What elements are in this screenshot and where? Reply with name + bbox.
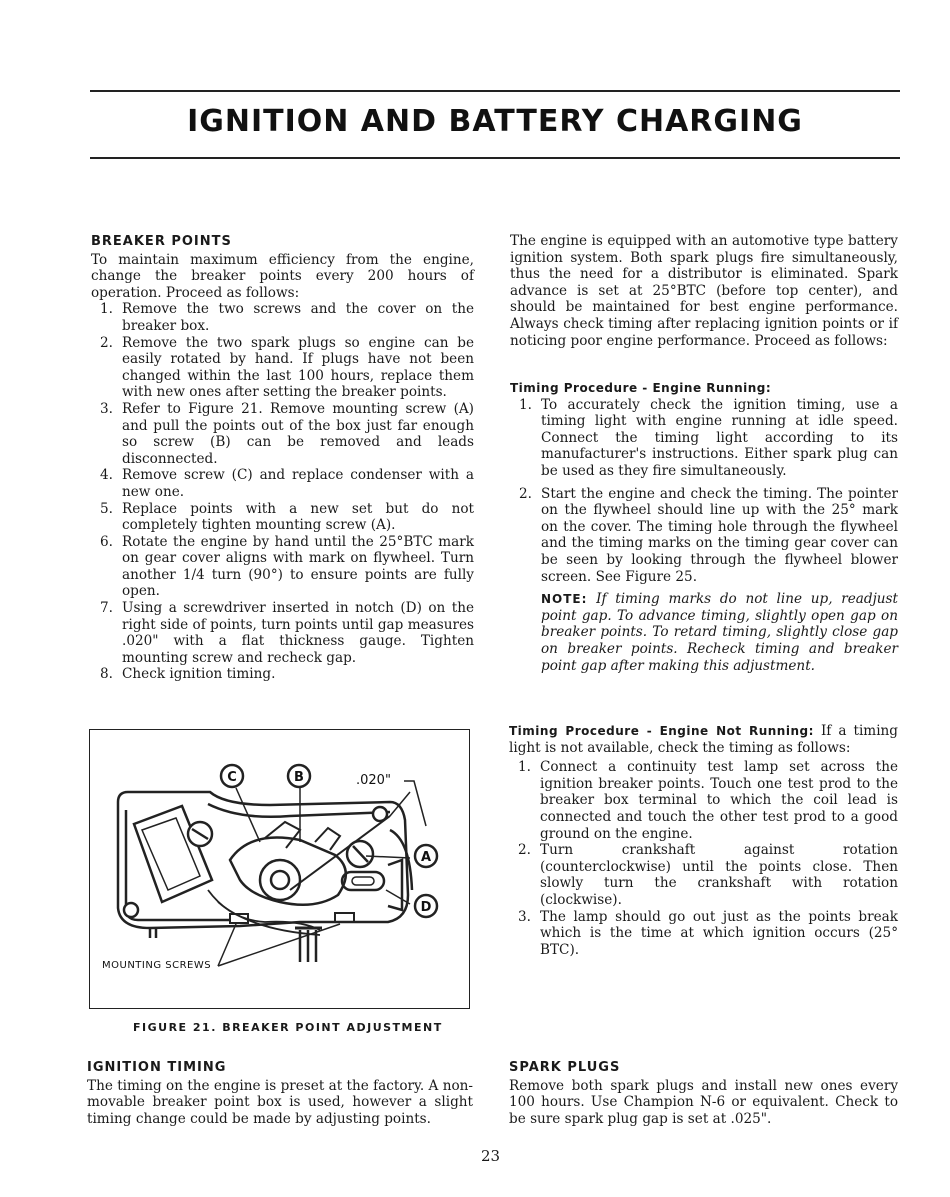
step-text: Refer to Figure 21. Remove mounting screw (A) and pull the points out of the box just far enough so screw (B) can be removed and leads disconnected. <box>122 400 474 467</box>
list-item <box>509 759 898 842</box>
list-item <box>91 600 474 666</box>
step-number: 6. <box>100 533 113 550</box>
list-item <box>91 301 474 334</box>
engine-running-heading: Timing Procedure - Engine Running: <box>510 381 772 395</box>
step-text: Connect a continuity test lamp set across the ignition breaker points. Touch one test prod to the breaker box terminal to which the coil lead is connected and touch the other test prod to a good ground on the engine. <box>540 759 898 842</box>
step-text: Rotate the engine by hand until the 25°BTC mark on gear cover aligns with mark on flywheel. Turn another 1/4 turn (90°) to ensure points are fully open. <box>122 533 474 600</box>
step-text: Turn crankshaft against rotation (counterclockwise) until the points close. Then slowly turn the crankshaft with rotation (clockwise). <box>540 842 898 908</box>
breaker-points-section <box>91 234 474 683</box>
engine-not-running-section <box>509 723 898 958</box>
engine-not-running-steps <box>509 759 898 958</box>
step-text: To accurately check the ignition timing, use a timing light with engine running at idle speed. Connect the timing light according to its manufacturer's instructions. Either spark plug can be used as they fire simultaneously. <box>541 396 898 479</box>
ignition-timing-section <box>87 1060 473 1127</box>
step-number: 1. <box>100 301 113 318</box>
step-number: 5. <box>100 500 113 517</box>
breaker-points-heading: BREAKER POINTS <box>91 234 232 249</box>
step-number: 8. <box>100 666 113 683</box>
engine-not-running-intro <box>509 723 898 756</box>
step-number: 7. <box>100 600 113 617</box>
engine-not-running-heading: Timing Procedure - Engine Not Running: <box>509 724 814 738</box>
callout-b-label: B <box>294 770 304 785</box>
callout-d-label: D <box>420 900 432 915</box>
list-item <box>510 486 898 586</box>
list-item <box>510 397 898 480</box>
list-item <box>509 909 898 959</box>
mounting-screws-label: MOUNTING SCREWS <box>102 960 212 971</box>
engine-running-section <box>510 380 898 674</box>
list-item <box>91 534 474 600</box>
step-number: 2. <box>519 485 532 502</box>
step-text: Remove the two screws and the cover on the breaker box. <box>122 301 474 334</box>
breaker-points-intro: To maintain maximum efficiency from the engine, change the breaker points every 200 hours of operation. Proceed as follows: <box>91 251 474 301</box>
page-number: 23 <box>481 1147 501 1165</box>
spark-plugs-text: Remove both spark plugs and install new ones every 100 hours. Use Champion N-6 or equivalent. Check to be sure spark plug gap is set at .025". <box>509 1077 898 1127</box>
list-item <box>91 335 474 401</box>
ignition-timing-heading: IGNITION TIMING <box>87 1060 227 1075</box>
breaker-points-steps <box>91 301 474 683</box>
breaker-point-diagram <box>90 730 469 1008</box>
gap-label: .020" <box>356 773 391 788</box>
list-item <box>91 467 474 500</box>
spark-plugs-heading: SPARK PLUGS <box>509 1060 621 1075</box>
figure-21 <box>89 729 470 1009</box>
list-item <box>91 401 474 467</box>
step-number: 1. <box>519 396 532 413</box>
step-text: Remove the two spark plugs so engine can be easily rotated by hand. If plugs have not been changed within the last 100 hours, replace them with new ones after setting the breaker points. <box>122 334 474 401</box>
figure-caption: FIGURE 21. BREAKER POINT ADJUSTMENT <box>133 1021 443 1034</box>
note-text: If timing marks do not line up, readjust point gap. To advance timing, slightly open gap on breaker points. To retard timing, slightly close gap on breaker points. Recheck timing and breaker point gap after making this adjustment. <box>541 591 898 674</box>
timing-note <box>510 591 898 674</box>
note-label: NOTE: <box>541 592 588 607</box>
list-item <box>509 842 898 908</box>
ignition-timing-text: The timing on the engine is preset at the factory. A non-movable breaker point box is used, however a slight timing change could be made by adjusting points. <box>87 1077 473 1127</box>
top-rule <box>90 90 900 92</box>
list-item <box>91 501 474 534</box>
engine-running-steps <box>510 397 898 586</box>
spark-plugs-section <box>509 1060 898 1127</box>
step-text: Using a screwdriver inserted in notch (D) on the right side of points, turn points until gap measures .020" with a flat thickness gauge. Tighten mounting screw and recheck gap. <box>122 600 474 666</box>
step-text: Check ignition timing. <box>122 666 276 683</box>
step-number: 2. <box>518 842 531 859</box>
engine-not-running-lead: If a timing light is not available, check the timing as follows: <box>509 723 898 756</box>
page-title: IGNITION AND BATTERY CHARGING <box>187 104 803 139</box>
step-number: 1. <box>518 759 531 776</box>
callout-c-label: C <box>227 770 237 785</box>
battery-ignition-intro: The engine is equipped with an automotive type battery ignition system. Both spark plugs fire simultaneously, thus the need for a distributor is eliminated. Spark advance is set at 25°BTC (before top center), and should be maintained for best engine performance. Always check timing after replacing ignition points or if noticing poor engine performance. Proceed as follows: <box>510 233 898 349</box>
callout-a-label: A <box>420 850 432 865</box>
step-number: 4. <box>100 467 113 484</box>
step-number: 2. <box>100 334 113 351</box>
step-text: Start the engine and check the timing. The pointer on the flywheel should line up with the 25° mark on the cover. The timing hole through the flywheel and the timing marks on the timing gear cover can be seen by looking through the flywheel blower screen. See Figure 25. <box>541 485 898 585</box>
list-item <box>91 666 474 683</box>
battery-ignition-section <box>510 233 898 349</box>
title-underline <box>90 157 900 159</box>
step-text: The lamp should go out just as the points break which is the time at which ignition occurs (25° BTC). <box>540 908 898 958</box>
step-text: Remove screw (C) and replace condenser with a new one. <box>122 467 474 500</box>
step-text: Replace points with a new set but do not completely tighten mounting screw (A). <box>122 500 474 534</box>
step-number: 3. <box>518 908 531 925</box>
step-number: 3. <box>100 400 113 417</box>
